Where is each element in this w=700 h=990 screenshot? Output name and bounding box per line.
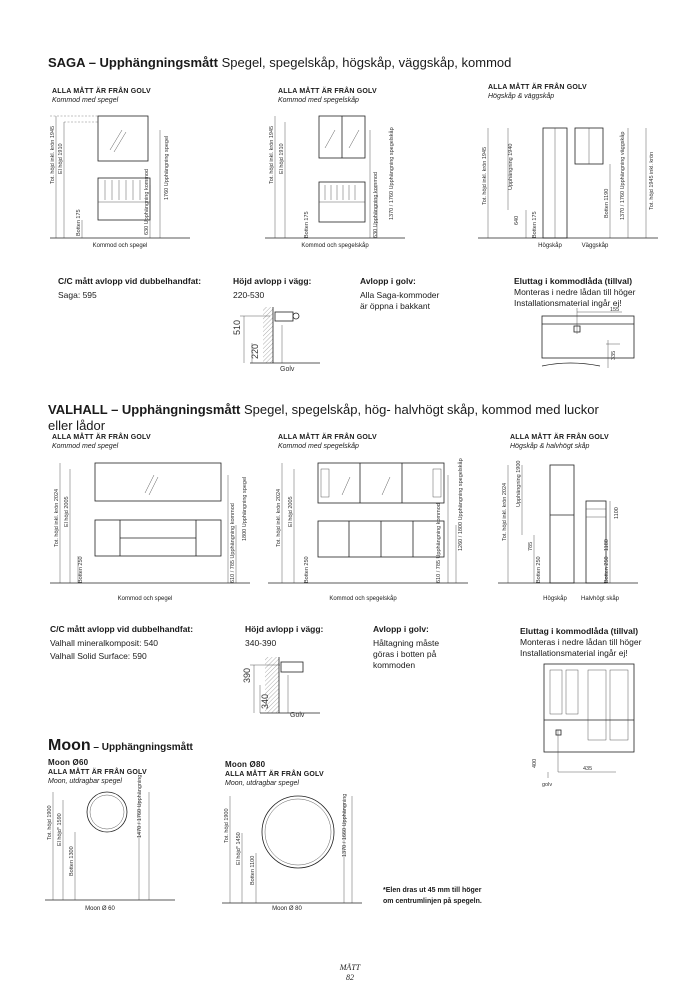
- svg-text:El höjd* 1590: El höjd* 1590: [57, 813, 63, 846]
- svg-text:Tot. höjd 1945 inkl. krön: Tot. höjd 1945 inkl. krön: [649, 151, 655, 210]
- valhall-caption-2: Kommod och spegelskåp: [329, 596, 397, 602]
- valhall-caption-1: Kommod och spegel: [117, 596, 173, 602]
- svg-text:340: 340: [260, 693, 270, 709]
- svg-text:Botten 175: Botten 175: [532, 211, 538, 238]
- saga-diagram-tall-cabinet: [478, 110, 668, 250]
- svg-text:Botten 175: Botten 175: [76, 209, 82, 236]
- svg-text:Tot. höjd inkl. krön 2024: Tot. höjd inkl. krön 2024: [502, 482, 508, 541]
- saga-block-3-header: ALLA MÅTT ÄR FRÅN GOLV Högskåp & väggskåp: [488, 84, 587, 100]
- svg-text:Tot. höjd inkl. krön 1945: Tot. höjd inkl. krön 1945: [482, 146, 488, 205]
- saga-drain-wall-diagram: [230, 305, 320, 375]
- saga-diagram-mirror: [50, 110, 200, 255]
- svg-text:Tot. höjd inkl. krön 2024: Tot. höjd inkl. krön 2024: [54, 488, 60, 547]
- svg-text:Golv: Golv: [280, 366, 295, 373]
- svg-text:Botten 1100: Botten 1100: [250, 855, 256, 885]
- svg-text:785: 785: [528, 541, 534, 551]
- saga-avlopp-info: Avlopp i golv: Alla Saga-kommoder är öppna i bakkant: [360, 276, 440, 311]
- svg-text:Botten 250: Botten 250: [604, 556, 610, 583]
- svg-text:Botten 250: Botten 250: [536, 556, 542, 583]
- valhall-diagram-mirror-cabinet: [268, 455, 468, 595]
- svg-text:335: 335: [611, 350, 617, 360]
- svg-text:1370 / 1760 Upphängning spegel: 1370 / 1760 Upphängning spegelskåp: [389, 127, 395, 220]
- valhall-diagram-mirror: [50, 455, 250, 595]
- svg-text:1370 / 1660 Upphängning: 1370 / 1660 Upphängning: [342, 793, 348, 857]
- valhall-eluttag-info: Eluttag i kommodlåda (tillval) Monteras i nedre lådan till höger Installationsmaterial ingår ej!: [520, 626, 642, 658]
- svg-text:1470 / 1760 Upphängning: 1470 / 1760 Upphängning: [137, 774, 143, 838]
- saga-block-2-header: ALLA MÅTT ÄR FRÅN GOLV Kommod med spegelskåp: [278, 88, 377, 104]
- svg-text:El höjd* 1450: El höjd* 1450: [236, 832, 242, 865]
- svg-text:Botten 175: Botten 175: [304, 211, 310, 238]
- saga-eluttag-diagram: [540, 308, 650, 393]
- svg-text:golv: golv: [542, 782, 553, 788]
- svg-text:390: 390: [242, 667, 252, 683]
- saga-caption-1: Kommod och spegel: [92, 243, 148, 249]
- svg-text:510: 510: [232, 319, 242, 335]
- valhall-heading: VALHALL – Upphängningsmått Spegel, spegelskåp, hög- halvhögt skåp, kommod med luckor eller lådor: [48, 402, 599, 433]
- saga-cc-info: C/C mått avlopp vid dubbelhandfat: Saga: 595: [58, 276, 202, 300]
- svg-text:Tot. höjd inkl. krön 1945: Tot. höjd inkl. krön 1945: [269, 125, 275, 184]
- moon-60-header: Moon Ø60 ALLA MÅTT ÄR FRÅN GOLV Moon, utdragbar spegel: [48, 758, 147, 785]
- saga-heading: SAGA – Upphängningsmått Spegel, spegelskåp, högskåp, väggskåp, kommod: [48, 55, 512, 70]
- moon-80-diagram: [222, 795, 372, 910]
- svg-text:Botten 1190: Botten 1190: [604, 188, 610, 218]
- saga-eluttag-info: Eluttag i kommodlåda (tillval) Monteras i nedre lådan till höger Installationsmaterial ingår ej!: [514, 276, 636, 308]
- saga-hojd-info: Höjd avlopp i vägg: 220-530: [233, 276, 312, 300]
- moon-note: *Elen dras ut 45 mm till höger om centrumlinjen på spegeln.: [383, 887, 482, 905]
- svg-text:Upphängning 1940: Upphängning 1940: [508, 143, 514, 190]
- valhall-caption-3a: Högskåp: [543, 596, 567, 602]
- valhall-drain-wall-diagram: [240, 655, 330, 725]
- svg-text:Tot. höjd inkl. krön 1945: Tot. höjd inkl. krön 1945: [50, 125, 56, 184]
- valhall-avlopp-info: Avlopp i golv: Håltagning måste göras i botten på kommoden: [373, 624, 440, 670]
- svg-text:400: 400: [532, 758, 538, 768]
- saga-caption-2: Kommod och spegelskåp: [301, 243, 369, 249]
- svg-text:Tot. höjd 1900: Tot. höjd 1900: [47, 805, 53, 840]
- saga-caption-3a: Högskåp: [538, 243, 562, 249]
- svg-text:1180: 1180: [604, 539, 610, 551]
- svg-text:1760 Upphängning spegel: 1760 Upphängning spegel: [164, 135, 170, 200]
- svg-text:1100: 1100: [614, 507, 620, 519]
- svg-text:155: 155: [610, 307, 620, 313]
- valhall-caption-3b: Halvhögt skåp: [580, 596, 620, 602]
- svg-text:220: 220: [250, 343, 260, 359]
- svg-text:630 Upphängning kommod: 630 Upphängning kommod: [373, 171, 379, 238]
- svg-text:610 / 785 Upphängning kommod: 610 / 785 Upphängning kommod: [436, 503, 442, 583]
- svg-text:El höjd 1910: El höjd 1910: [279, 143, 285, 174]
- moon-heading: Moon – Upphängningsmått: [48, 737, 193, 754]
- saga-block-1-header: ALLA MÅTT ÄR FRÅN GOLV Kommod med spegel: [52, 88, 151, 104]
- page-footer: [320, 963, 380, 983]
- page-number: 82: [346, 973, 354, 982]
- valhall-hojd-info: Höjd avlopp i vägg: 340-390: [245, 624, 324, 648]
- svg-text:El höjd 2005: El höjd 2005: [288, 496, 294, 527]
- valhall-block-1-header: ALLA MÅTT ÄR FRÅN GOLV Kommod med spegel: [52, 434, 151, 450]
- svg-text:1260 / 1800 Upphängning spegel: 1260 / 1800 Upphängning spegelskåp: [458, 458, 464, 551]
- svg-text:640: 640: [514, 215, 520, 225]
- svg-text:Botten 1300: Botten 1300: [69, 846, 75, 876]
- footer-label: MÅTT: [339, 963, 361, 972]
- saga-diagram-mirror-cabinet: [265, 110, 415, 255]
- moon-60-diagram: [45, 774, 185, 910]
- svg-text:Golv: Golv: [290, 712, 305, 719]
- valhall-block-3-header: ALLA MÅTT ÄR FRÅN GOLV Högskåp & halvhögt skåp: [510, 434, 609, 450]
- svg-text:435: 435: [583, 766, 593, 772]
- svg-text:630 Upphängning kommod: 630 Upphängning kommod: [144, 168, 150, 235]
- svg-text:El höjd 1910: El höjd 1910: [58, 143, 64, 174]
- moon-80-header: Moon Ø80 ALLA MÅTT ÄR FRÅN GOLV Moon, utdragbar spegel: [225, 760, 324, 787]
- svg-text:1800 Upphängning spegel: 1800 Upphängning spegel: [242, 476, 248, 541]
- valhall-eluttag-diagram: [528, 660, 638, 790]
- saga-caption-3b: Väggskåp: [581, 243, 609, 249]
- moon-60-caption: Moon Ø 60: [85, 906, 115, 912]
- svg-text:El höjd 2005: El höjd 2005: [64, 496, 70, 527]
- svg-text:Tot. höjd inkl. krön 2024: Tot. höjd inkl. krön 2024: [276, 488, 282, 547]
- svg-text:Botten 250: Botten 250: [78, 556, 84, 583]
- svg-text:Botten 250: Botten 250: [304, 556, 310, 583]
- valhall-cc-info: C/C mått avlopp vid dubbelhandfat: Valhall mineralkomposit: 540 Valhall Solid Surface: 590: [50, 624, 194, 661]
- svg-text:610 / 785 Upphängning kommod: 610 / 785 Upphängning kommod: [230, 503, 236, 583]
- valhall-block-2-header: ALLA MÅTT ÄR FRÅN GOLV Kommod med spegelskåp: [278, 434, 377, 450]
- svg-text:Upphängning 1900: Upphängning 1900: [516, 460, 522, 507]
- svg-text:1370 / 1760 Upphängning väggsk: 1370 / 1760 Upphängning väggskåp: [620, 131, 626, 220]
- moon-80-caption: Moon Ø 80: [272, 906, 302, 912]
- valhall-diagram-tall-cabinet: [498, 455, 648, 595]
- svg-text:Tot. höjd 1900: Tot. höjd 1900: [224, 808, 230, 843]
